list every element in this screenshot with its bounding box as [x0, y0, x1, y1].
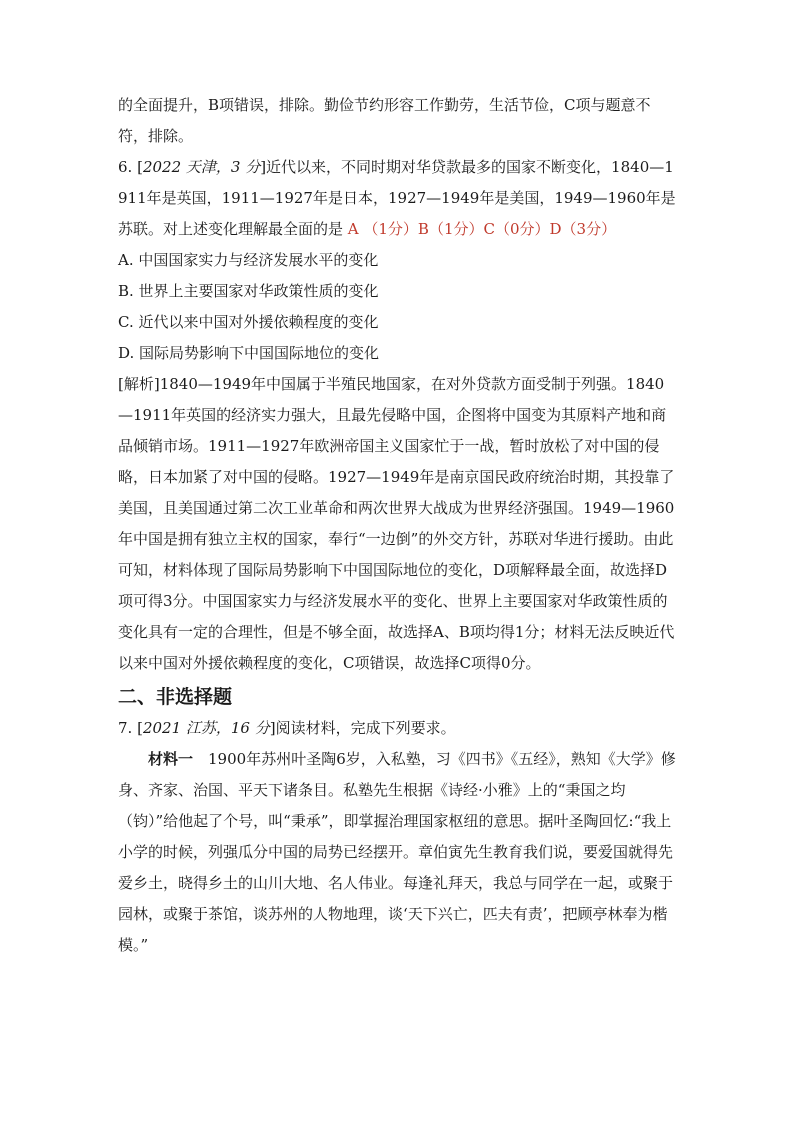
option-b: B. 世界上主要国家对华政策性质的变化 [118, 282, 379, 300]
question-stem: ]近代以来，不同时期对华贷款最多的国家不断变化，1840—1911年是英国，1911—1927年是日本，1927—1949年是美国，1949—1960年是苏联。对上述变化理解最全面的是 [118, 158, 676, 238]
scoring-note: A （1分）B（1分）C（0分）D（3分） [343, 220, 617, 238]
question-source: 2022 天津，3 分 [142, 158, 261, 176]
question-source: 2021 江苏，16 分 [142, 719, 270, 737]
option-d: D. 国际局势影响下中国国际地位的变化 [118, 344, 380, 362]
analysis-text: [解析]1840—1949年中国属于半殖民地国家，在对外贷款方面受制于列强。1840—1911年英国的经济实力强大，且最先侵略中国，企图将中国变为其原料产地和商品倾销市场。1911—1927年欧洲帝国主义国家忙于一战，暂时放松了对中国的侵略，日本加紧了对中国的侵略。1927—1949年是南京国民政府统治时期，其投靠了美国，且美国通过第二次工业革命和两次世界大战成为世界经济强国。1949—1960年中国是拥有独立主权的国家，奉行“一边倒”的外交方针，苏联对华进行援助。由此可知，材料体现了国际局势影响下中国国际地位的变化，D项解释最全面，故选择D项可得3分。中国国家实力与经济发展水平的变化、世界上主要国家对华政策性质的变化具有一定的合理性，但是不够全面，故选择A、B项均得1分；材料无法反映近代以来中国对外援依赖程度的变化，C项错误，故选择C项得0分。 [118, 375, 675, 672]
question-6-stem [118, 152, 678, 245]
option-c: C. 近代以来中国对外援依赖程度的变化 [118, 313, 379, 331]
question-number: 6. [ [118, 158, 143, 176]
question-number: 7. [ [118, 719, 143, 737]
section-title: 二、非选择题 [118, 686, 233, 708]
material-label: 材料一 [148, 750, 194, 768]
option-a: A. 中国国家实力与经济发展水平的变化 [118, 251, 379, 269]
material-text: 1900年苏州叶圣陶6岁，入私塾，习《四书》《五经》，熟知《大学》修身、齐家、治国、平天下诸条目。私塾先生根据《诗经·小雅》上的“秉国之均（钧）”给他起了个号，叫“秉承”，即掌握治理国家枢纽的意思。据叶圣陶回忆:“我上小学的时候，列强瓜分中国的局势已经摆开。章伯寅先生教育我们说，要爱国就得先爱乡土，晓得乡土的山川大地、名人伟业。每逢礼拜天，我总与同学在一起，或聚于园林，或聚于茶馆，谈苏州的人物地理，谈‘天下兴亡，匹夫有责’，把顾亭林奉为楷模。” [118, 750, 676, 954]
document-page [118, 90, 678, 961]
question-7-stem [118, 713, 678, 744]
previous-answer-text: 的全面提升，B项错误，排除。勤俭节约形容工作勤劳，生活节俭，C项与题意不符，排除。 [118, 96, 651, 145]
question-stem: ]阅读材料，完成下列要求。 [269, 719, 456, 737]
material-one [118, 744, 678, 961]
